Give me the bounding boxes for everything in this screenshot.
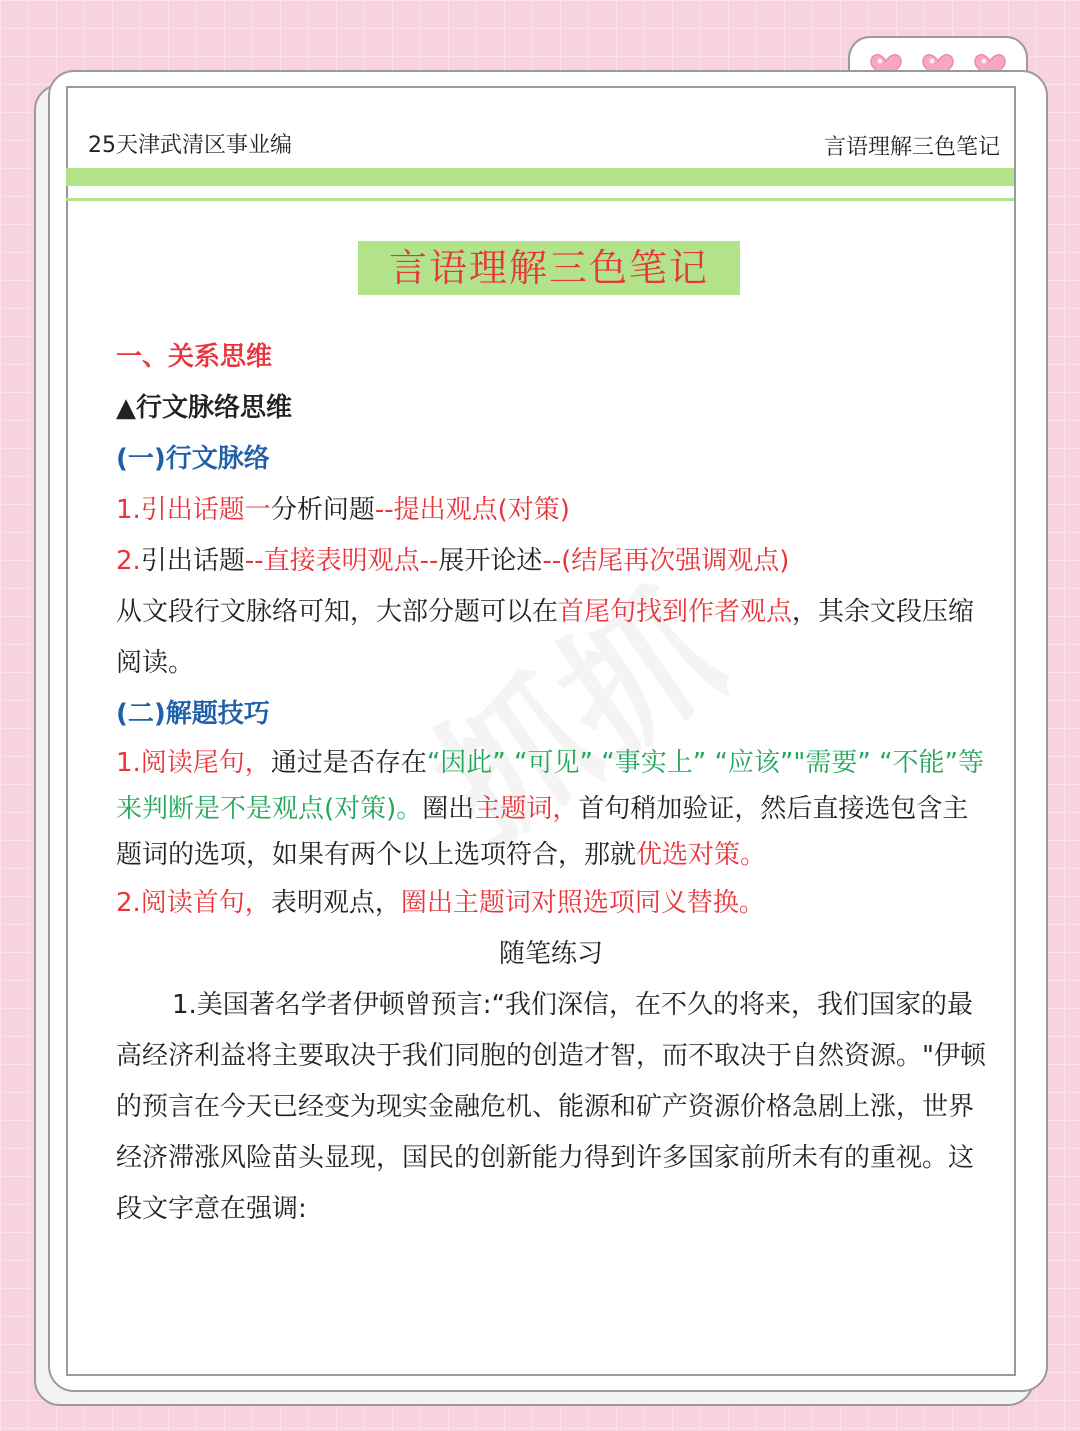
tip-2-a: 2.阅读首句， [116,888,271,918]
flow-line-1 [116,485,986,536]
part-heading-1: (一)行文脉络 [116,444,270,474]
flow-line-2-b: 引出话题 [140,546,245,576]
flow-line-2-a: 2. [116,546,141,576]
tip-2 [116,878,986,929]
header-right-text: 言语理解三色笔记 [823,135,1000,160]
tip-2-c: 圈出主题词对照选项同义替换。 [400,888,765,918]
note-content [116,332,986,1235]
tip-1-b: 通过是否存在 [270,748,427,778]
tip-1-d: 圈出 [422,794,475,824]
tip-1 [116,740,986,878]
flow-summary-c: ，其余文段压缩阅读。 [116,597,975,678]
flow-line-2-c: --直接表明观点-- [244,546,439,576]
flow-line-2 [116,536,986,587]
flow-line-2-e: --(结尾再次强调观点) [542,546,790,576]
section-heading: 一、关系思维 [116,342,273,372]
tip-1-g: 优选对策。 [636,840,767,870]
flow-line-1-c: --提出观点(对策) [374,495,570,525]
tip-1-c: “因此” “可见” “事实上” “应该”"需要” “不能”等来判断是不是观点(对策)。 [116,748,985,824]
page-title: 言语理解三色笔记 [358,241,740,295]
practice-heading: 随笔练习 [498,939,603,969]
flow-summary-a: 从文段行文脉络可知，大部分题可以在 [116,597,559,627]
header-divider-line [66,198,1014,201]
practice-text: 1.美国著名学者伊顿曾预言:“我们深信，在不久的将来，我们国家的最高经济利益将主要取决于我们同胞的创造才智，而不取决于自然资源。"伊顿的预言在今天已经变为现实金融危机、能源和矿产资源价格急剧上涨，世界经济滞涨风险苗头显现，国民的创新能力得到许多国家前所未有的重视。这段文字意在强调: [116,990,986,1224]
tip-1-e: 主题词， [474,794,579,824]
part-heading-2: (二)解题技巧 [116,699,270,729]
subsection-heading: ▲行文脉络思维 [116,393,292,423]
flow-summary [116,587,986,689]
header-left-text: 25天津武清区事业编 [88,133,292,158]
tip-1-a: 1.阅读尾句， [116,748,271,778]
flow-line-2-d: 展开论述 [438,546,543,576]
flow-line-1-b: 分析问题 [270,495,375,525]
flow-summary-b: 首尾句找到作者观点 [558,597,793,627]
header-divider-bar [66,168,1014,186]
tip-1-f: 首句稍加验证，然后直接选包含主题词的选项，如果有两个以上选项符合，那就 [116,794,969,870]
tip-2-b: 表明观点， [270,888,401,918]
flow-line-1-a: 1.引出话题一 [116,495,271,525]
